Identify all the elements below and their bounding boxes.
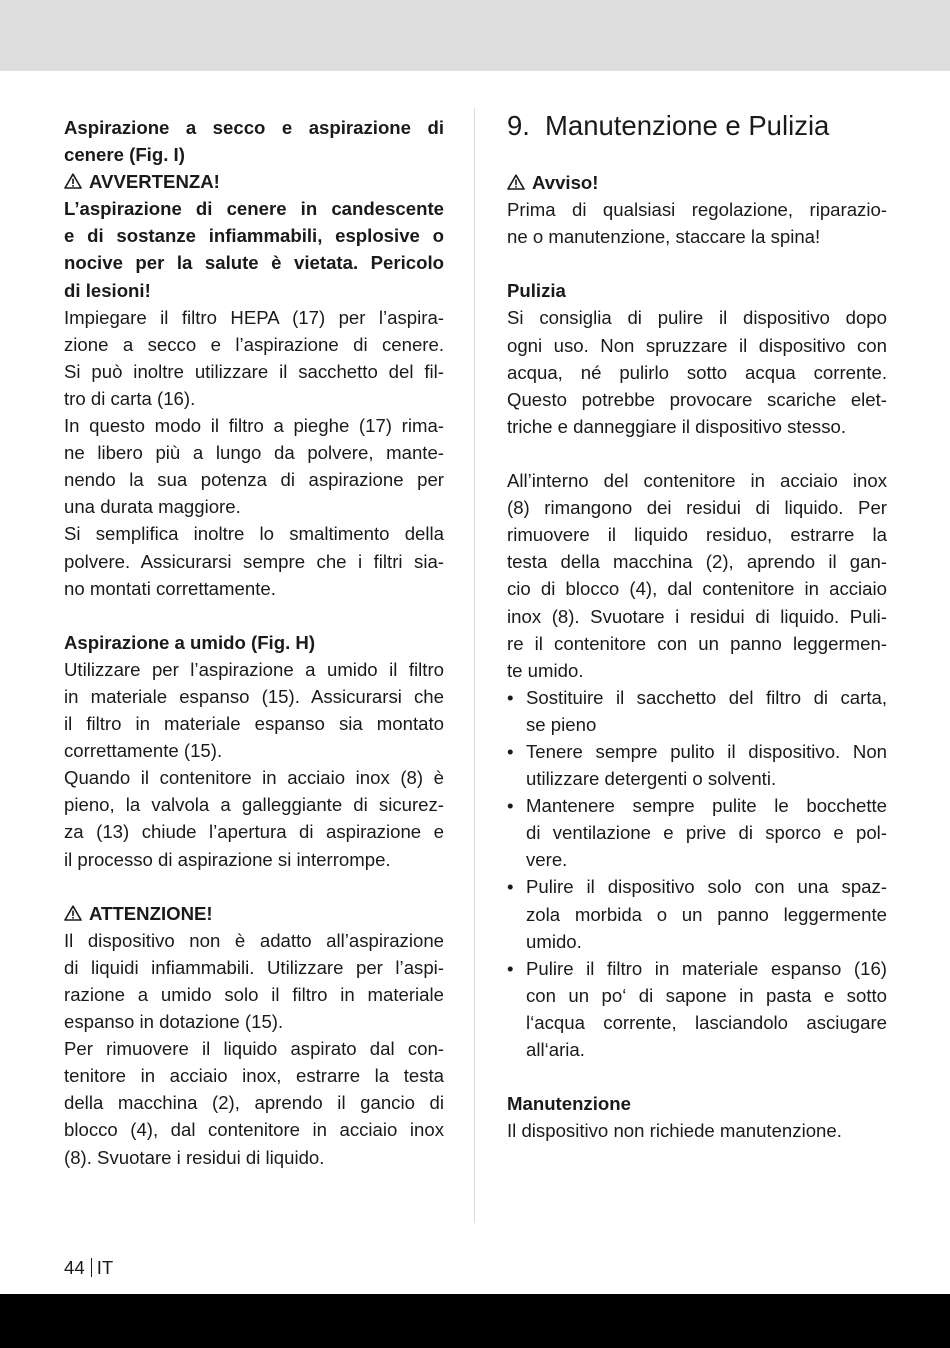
warning-triangle-icon [64,905,82,921]
bullet-line: zola morbida o un panno leggermente [526,903,887,925]
list-item [507,955,887,1063]
spacer [507,440,887,467]
dry-warning-title [64,168,444,195]
cleaning-line: inox (8). Svuotare i residui di liquido. Puli- [507,605,887,627]
dry-body-line: polvere. Assicurarsi sempre che i filtri sia- [64,550,444,572]
bullet-line: Pulire il filtro in materiale espanso (16) [526,957,887,979]
bullet-line: all‘aria. [526,1039,585,1060]
dry-warning-line: L’aspirazione di cenere in candescente [64,198,444,220]
language-code: IT [96,1257,114,1278]
cleaning-line: Si consiglia di pulire il dispositivo dopo [507,307,887,329]
spacer [507,250,887,277]
bullet-line: con un po‘ di sapone in pasta e sotto [526,984,887,1006]
wet-body-line: pieno, la valvola a galleggiante di sicurez- [64,794,444,816]
attention-body-line: di liquidi infiammabili. Utilizzare per l’aspi- [64,956,444,978]
bullet-icon: • [507,795,514,817]
notice-label: Avviso! [532,172,599,193]
dry-warning-line: nocive per la salute è vietata. Pericolo [64,252,444,274]
dry-body-line: zione a secco e l’aspirazione di cenere. [64,333,444,355]
dry-suction-heading-line-1: Aspirazione a secco e aspirazione di [64,117,444,138]
wet-body-line: Utilizzare per l’aspirazione a umido il filtro [64,658,444,680]
wet-body-line: Quando il contenitore in acciaio inox (8) è [64,767,444,789]
dry-suction-body [64,304,444,602]
attention-body-line: (8). Svuotare i residui di liquido. [64,1146,325,1168]
notice-line: ne o manutenzione, staccare la spina! [507,226,821,248]
cleaning-line: ogni uso. Non spruzzare il dispositivo con [507,334,887,356]
cleaning-line: re il contenitore con un panno leggermen- [507,632,887,654]
wet-body-line: in materiale espanso (15). Assicurarsi che [64,685,444,707]
dry-warning-text [64,195,444,303]
dry-body-line: Si semplifica inoltre lo smaltimento della [64,523,444,545]
spacer [64,873,444,900]
cleaning-line: acqua, né pulirlo sotto acqua corrente. [507,361,887,383]
section-title [507,112,887,167]
warning-triangle-icon [507,174,525,190]
cleaning-line: cio di blocco (4), dal contenitore in acciaio [507,578,887,600]
attention-body-line: Il dispositivo non è adatto all’aspirazione [64,929,444,951]
footer-separator [91,1258,92,1277]
attention-body-line: razione a umido solo il filtro in materiale [64,984,444,1005]
cleaning-line: testa della macchina (2), aprendo il gan- [507,551,887,573]
cleaning-heading: Pulizia [507,280,566,302]
bullet-line: se pieno [526,713,597,735]
section-title-text: Manutenzione e Pulizia [545,110,830,141]
bullet-icon: • [507,686,514,708]
dry-body-line: In questo modo il filtro a pieghe (17) rima- [64,415,444,437]
column-divider [474,108,475,1223]
notice-title [507,169,887,196]
maintenance-text: Il dispositivo non richiede manutenzione. [507,1120,842,1142]
cleaning-line: All’interno del contenitore in acciaio inox [507,470,887,492]
bullet-line: vere. [526,849,568,871]
wet-suction-section [64,629,444,873]
notice-section [507,169,887,250]
bullet-line: l‘acqua corrente, lasciandolo asciugare [526,1011,887,1033]
attention-body-line: tenitore in acciaio inox, estrarre la testa [64,1065,444,1087]
spacer [507,1063,887,1090]
bullet-line: Pulire il dispositivo solo con una spaz- [526,876,887,898]
attention-body-line: espanso in dotazione (15). [64,1011,284,1033]
dry-body-line: Si può inoltre utilizzare il sacchetto del fil- [64,360,444,382]
maintenance-section [507,1090,887,1144]
dry-suction-section [64,114,444,602]
wet-suction-heading: Aspirazione a umido (Fig. H) [64,631,316,653]
bullet-line: utilizzare detergenti o solventi. [526,768,777,790]
cleaning-section [507,277,887,1063]
page-header-band [0,0,950,71]
cleaning-line: rimuovere il liquido residuo, estrarre la [507,524,887,546]
dry-body-line: ne libero più a lungo da polvere, mante- [64,442,444,464]
dry-suction-heading-line-2: cenere (Fig. I) [64,144,185,166]
list-item [507,738,887,792]
bullet-line: Sostituire il sacchetto del filtro di carta, [526,686,887,708]
list-item [507,792,887,873]
bullet-line: di ventilazione e prive di sporco e pol- [526,822,887,844]
cleaning-bullet-list [507,684,887,1063]
bullet-line: Tenere sempre pulito il dispositivo. Non [526,740,887,762]
attention-body-line: blocco (4), dal contenitore in acciaio inox [64,1119,444,1141]
dry-body-line: no montati correttamente. [64,577,276,599]
cleaning-line: Questo potrebbe provocare scariche elet- [507,388,887,410]
wet-body-line: za (13) chiude l’apertura di aspirazione e [64,821,444,843]
maintenance-heading: Manutenzione [507,1093,631,1115]
dry-body-line: tro di carta (16). [64,387,196,409]
notice-line: Prima di qualsiasi regolazione, riparazio- [507,199,887,221]
list-item [507,873,887,954]
dry-warning-line: di lesioni! [64,279,151,301]
attention-section [64,900,444,1171]
dry-warning-label: AVVERTENZA! [89,171,220,193]
bullet-line: Mantenere sempre pulite le bocchette [526,795,887,817]
cleaning-line: (8) rimangono dei residui di liquido. Per [507,497,887,519]
attention-label: ATTENZIONE! [89,902,213,924]
cleaning-line: te umido. [507,659,584,681]
attention-body-line: Per rimuovere il liquido aspirato dal con- [64,1038,444,1060]
cleaning-line: triche e danneggiare il dispositivo stesso. [507,415,847,437]
dry-warning-line: e di sostanze infiammabili, esplosive o [64,225,444,247]
wet-body-line: correttamente (15). [64,740,223,762]
page-footer [64,1256,113,1280]
section-number: 9. [507,110,530,141]
wet-body-line: il filtro in materiale espanso sia montato [64,713,444,735]
page-footer-band [0,1294,950,1348]
page-number: 44 [64,1257,85,1278]
bullet-icon: • [507,876,514,898]
dry-body-line: una durata maggiore. [64,496,241,518]
right-column [507,110,887,1144]
bullet-line: umido. [526,930,582,952]
dry-body-line: Impiegare il filtro HEPA (17) per l’aspira- [64,306,444,328]
list-item [507,684,887,738]
attention-body-line: della macchina (2), aprendo il gancio di [64,1092,444,1114]
bullet-icon: • [507,957,514,979]
wet-body-line: il processo di aspirazione si interrompe. [64,848,391,870]
attention-title [64,900,444,927]
dry-body-line: nendo la sua potenza di aspirazione per [64,469,444,491]
left-column [64,114,444,1171]
warning-triangle-icon [64,173,82,189]
bullet-icon: • [507,740,514,762]
spacer [64,602,444,629]
